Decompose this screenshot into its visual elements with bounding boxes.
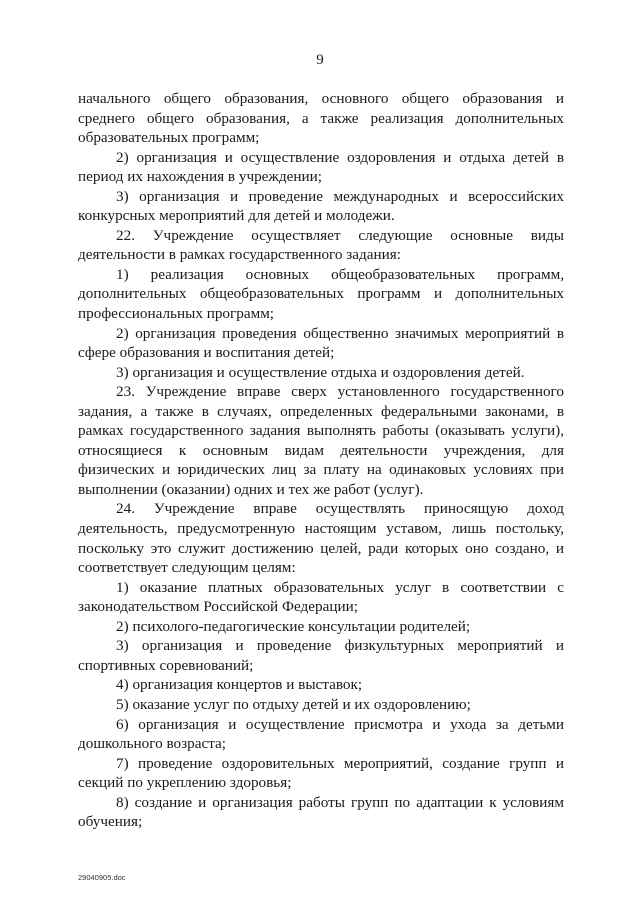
paragraph: 3) организация и осуществление отдыха и оздоровления детей.	[116, 363, 525, 381]
paragraph: 2) организация проведения общественно значимых мероприятий в сфере образования и воспитания детей;	[78, 324, 564, 362]
paragraph: 6) организация и осуществление присмотра и ухода за детьми дошкольного возраста;	[78, 715, 564, 753]
paragraph: 1) реализация основных общеобразовательных программ, дополнительных общеобразовательных программ и дополнительных профессиональных программ;	[78, 265, 564, 323]
paragraph: 4) организация концертов и выставок;	[116, 676, 363, 694]
paragraph: 5) оказание услуг по отдыху детей и их оздоровлению;	[116, 695, 471, 713]
paragraph: 7) проведение оздоровительных мероприятий, создание групп и секций по укреплению здоровья;	[78, 754, 564, 792]
paragraph: начального общего образования, основного общего образования и среднего общего образования, а также реализация дополнительных образовательных программ;	[78, 90, 564, 147]
footer-filename: 29040905.doc	[78, 873, 126, 882]
paragraph: 3) организация и проведение физкультурных мероприятий и спортивных соревнований;	[78, 637, 564, 674]
paragraph: 22. Учреждение осуществляет следующие основные виды деятельности в рамках государственного задания:	[78, 226, 564, 264]
paragraph: 8) создание и организация работы групп по адаптации к условиям обучения;	[78, 793, 564, 831]
document-body	[78, 89, 564, 832]
paragraph: 3) организация и проведение международных и всероссийских конкурсных мероприятий для детей и молодежи.	[78, 187, 564, 225]
paragraph: 24. Учреждение вправе осуществлять приносящую доход деятельность, предусмотренную настоящим уставом, лишь постольку, поскольку это служит достижению целей, ради которых оно создано, и соответствует следующим целям:	[78, 500, 564, 577]
paragraph: 1) оказание платных образовательных услуг в соответствии с законодательством Российской Федерации;	[78, 578, 564, 616]
page-number: 9	[316, 52, 324, 68]
paragraph: 2) психолого-педагогические консультации родителей;	[116, 617, 471, 635]
paragraph: 2) организация и осуществление оздоровления и отдыха детей в период их нахождения в учреждении;	[78, 148, 564, 186]
paragraph: 23. Учреждение вправе сверх установленного государственного задания, а также в случаях, определенных федеральными законами, в рамках государственного задания выполнять работы (оказывать услуги), относящиеся к основным видам деятельности учреждения, для физических и юридических лиц за плату на одинаковых условиях при выполнении (оказании) одних и тех же работ (услуг).	[78, 383, 564, 498]
